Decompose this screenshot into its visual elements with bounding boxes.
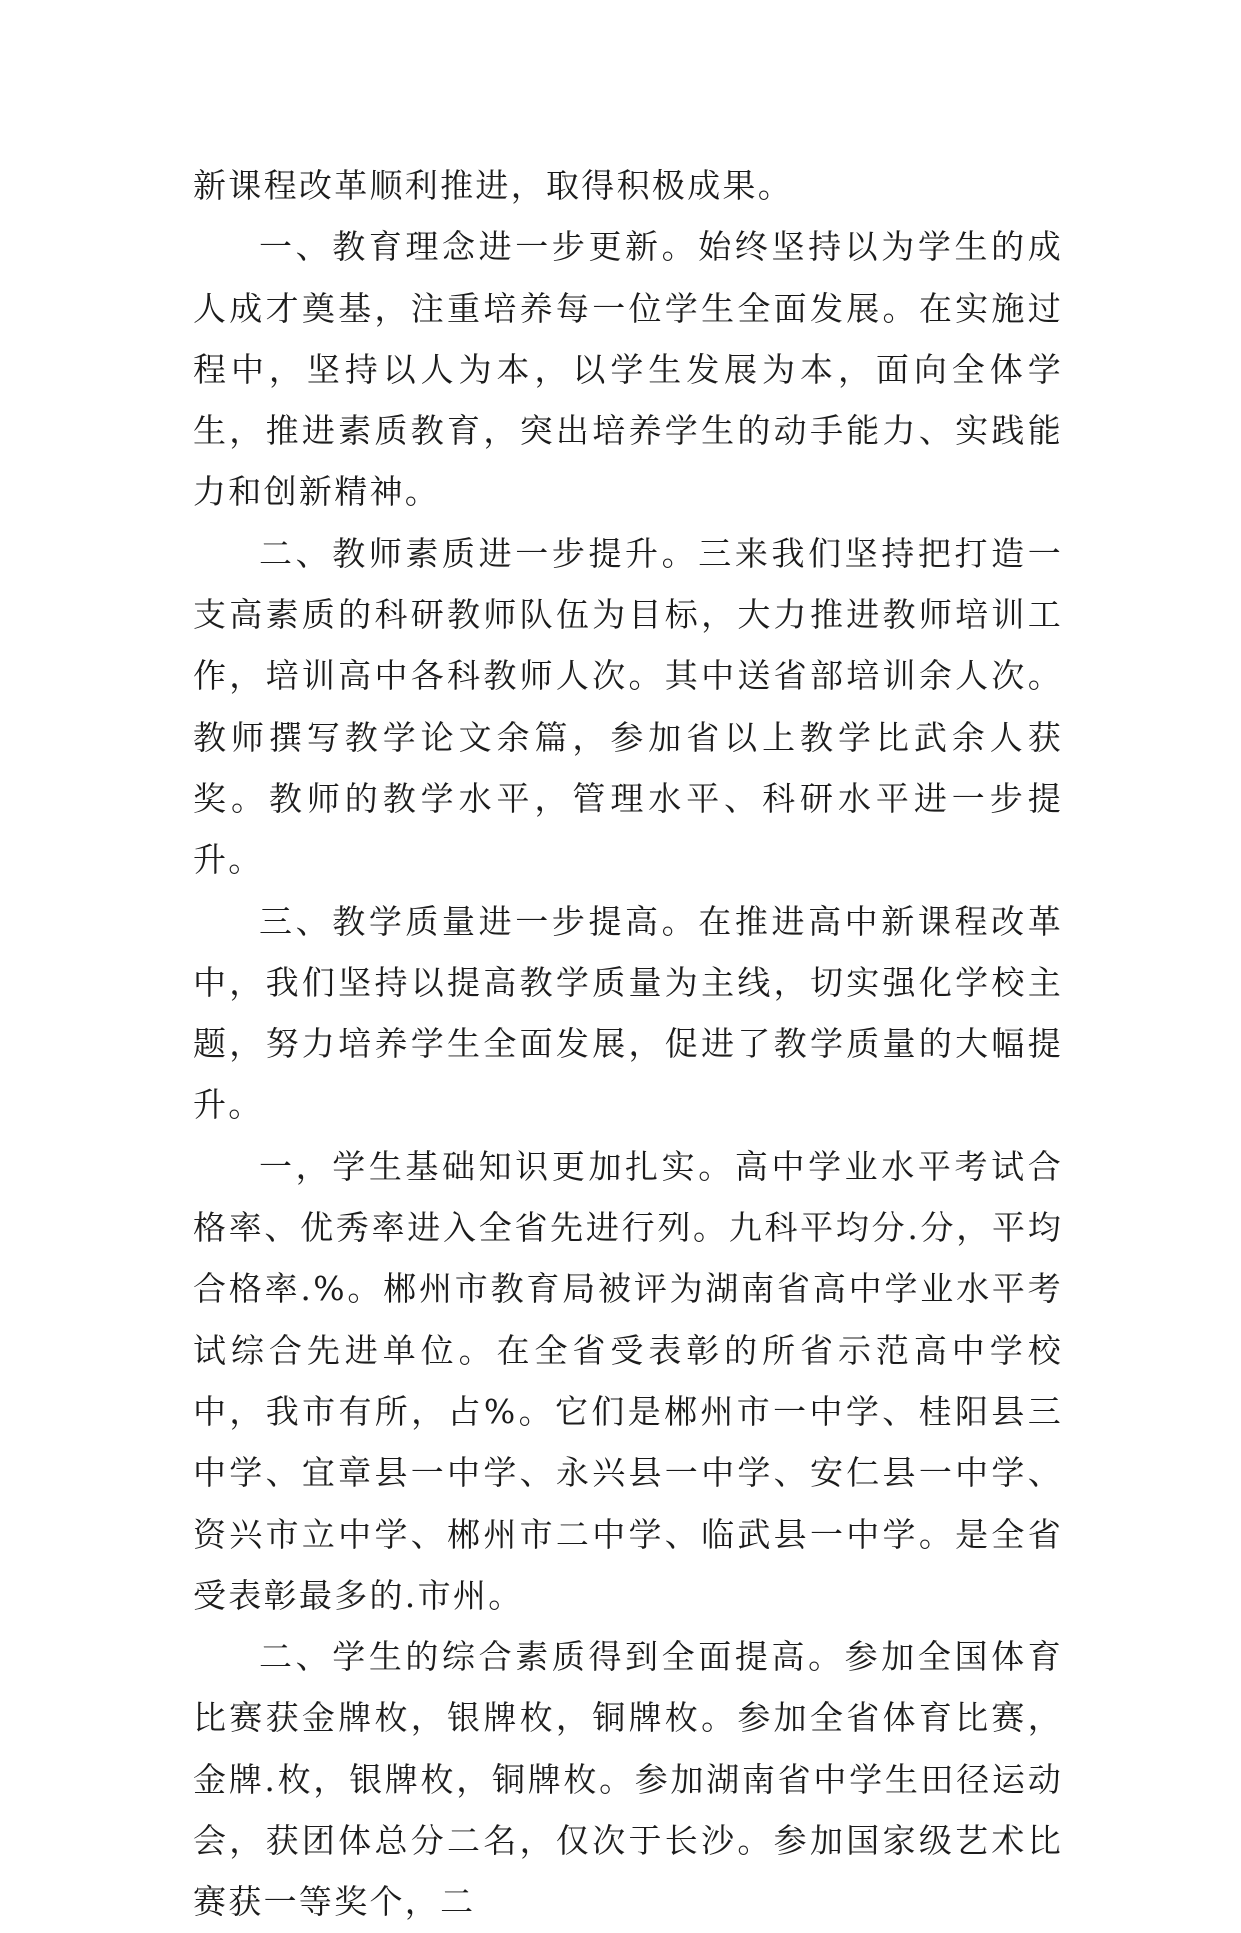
document-body [193, 155, 1063, 1933]
paragraph: 一、教育理念进一步更新。始终坚持以为学生的成人成才奠基，注重培养每一位学生全面发展。在实施过程中，坚持以人为本，以学生发展为本，面向全体学生，推进素质教育，突出培养学生的动手能力、实践能力和创新精神。 [193, 227, 1063, 512]
paragraph: 三、教学质量进一步提高。在推进高中新课程改革中，我们坚持以提高教学质量为主线，切实强化学校主题，努力培养学生全面发展，促进了教学质量的大幅提升。 [193, 901, 1063, 1125]
paragraph: 一，学生基础知识更加扎实。高中学业水平考试合格率、优秀率进入全省先进行列。九科平均分.分，平均合格率.%。郴州市教育局被评为湖南省高中学业水平考试综合先进单位。在全省受表彰的所省示范高中学校中，我市有所，占%。它们是郴州市一中学、桂阳县三中学、宜章县一中学、永兴县一中学、安仁县一中学、资兴市立中学、郴州市二中学、临武县一中学。是全省受表彰最多的.市州。 [193, 1146, 1063, 1615]
paragraph: 新课程改革顺利推进，取得积极成果。 [193, 166, 794, 205]
paragraph: 二、学生的综合素质得到全面提高。参加全国体育比赛获金牌枚，银牌枚，铜牌枚。参加全省体育比赛，金牌.枚，银牌枚，铜牌枚。参加湖南省中学生田径运动会，获团体总分二名，仅次于长沙。参加国家级艺术比赛获一等奖个，二 [193, 1637, 1063, 1922]
paragraph: 二、教师素质进一步提升。三来我们坚持把打造一支高素质的科研教师队伍为目标，大力推进教师培训工作，培训高中各科教师人次。其中送省部培训余人次。教师撰写教学论文余篇，参加省以上教学比武余人获奖。教师的教学水平，管理水平、科研水平进一步提升。 [193, 533, 1063, 880]
